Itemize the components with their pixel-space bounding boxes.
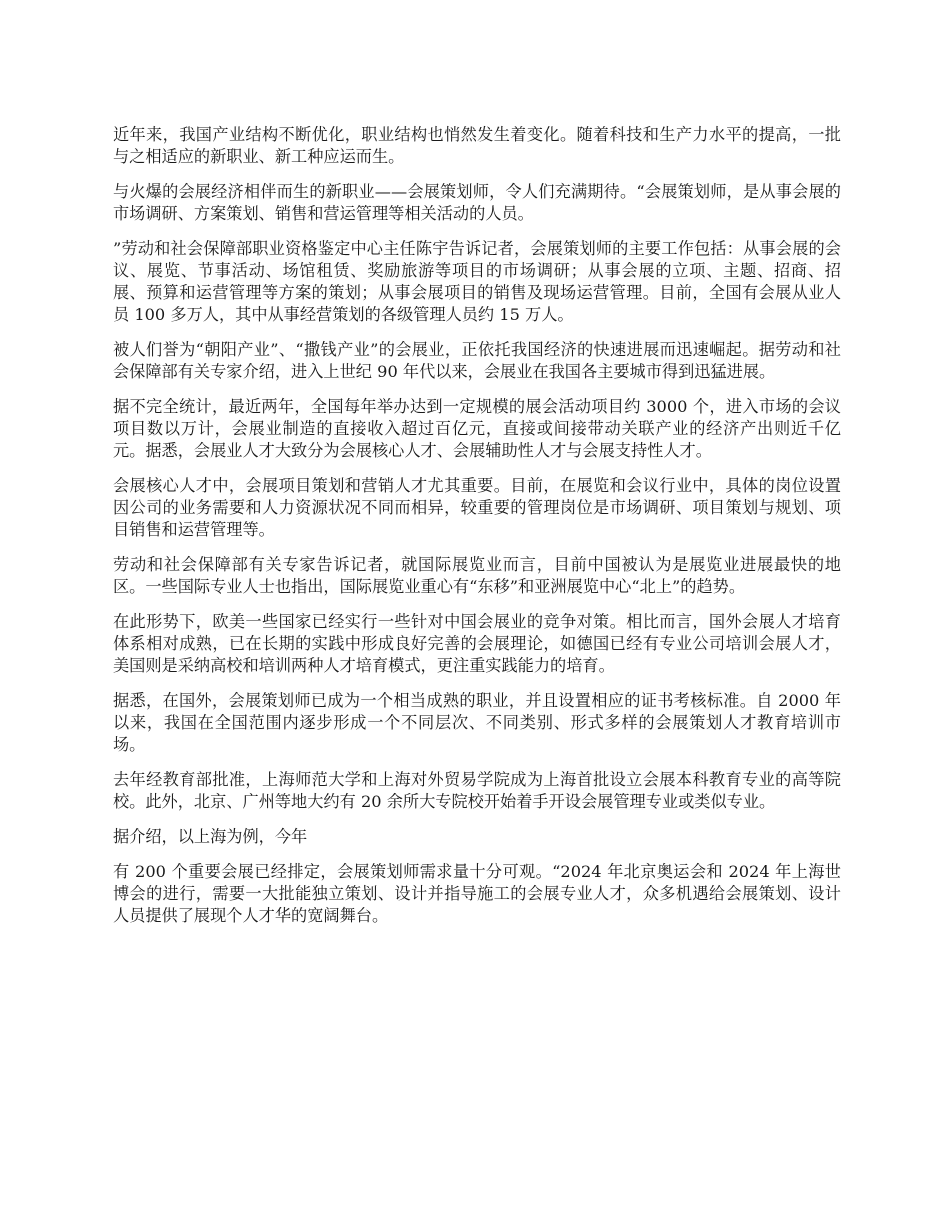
paragraph-9: 据悉，在国外，会展策划师已成为一个相当成熟的职业，并且设置相应的证书考核标准。自 2000 年以来，我国在全国范围内逐步形成一个不同层次、不同类别、形式多样的会展策划人才教育培训市场。 — [113, 691, 841, 754]
paragraph-7: 劳动和社会保障部有关专家告诉记者，就国际展览业而言，目前中国被认为是展览业进展最快的地区。一些国际专业人士也指出，国际展览业重心有“东移”和亚洲展览中心“北上”的趋势。 — [113, 555, 841, 596]
paragraph-10: 去年经教育部批准，上海师范大学和上海对外贸易学院成为上海首批设立会展本科教育专业的高等院校。此外，北京、广州等地大约有 20 余所大专院校开始着手开设会展管理专业或类似专业。 — [113, 770, 841, 811]
paragraph-6: 会展核心人才中，会展项目策划和营销人才尤其重要。目前，在展览和会议行业中，具体的岗位设置因公司的业务需要和人力资源状况不同而相异，较重要的管理岗位是市场调研、项目策划与规划、项目销售和运营管理等。 — [113, 476, 841, 539]
paragraph-8: 在此形势下，欧美一些国家已经实行一些针对中国会展业的竞争对策。相比而言，国外会展人才培育体系相对成熟，已在长期的实践中形成良好完善的会展理论，如德国已经有专业公司培训会展人才，美国则是采纳高校和培训两种人才培育模式，更注重实践能力的培育。 — [113, 612, 841, 675]
paragraph-4: 被人们誉为“朝阳产业”、“撒钱产业”的会展业，正依托我国经济的快速进展而迅速崛起。据劳动和社会保障部有关专家介绍，进入上世纪 90 年代以来，会展业在我国各主要城市得到迅猛进展。 — [113, 340, 841, 381]
paragraph-11: 据介绍，以上海为例，今年 — [113, 827, 308, 846]
paragraph-5: 据不完全统计，最近两年，全国每年举办达到一定规模的展会活动项目约 3000 个，进入市场的会议项目数以万计，会展业制造的直接收入超过百亿元，直接或间接带动关联产业的经济产出则近千亿元。据悉，会展业人才大致分为会展核心人才、会展辅助性人才与会展支持性人才。 — [113, 397, 841, 460]
document-body — [113, 124, 841, 940]
paragraph-3: ”劳动和社会保障部职业资格鉴定中心主任陈宇告诉记者，会展策划师的主要工作包括：从事会展的会议、展览、节事活动、场馆租赁、奖励旅游等项目的市场调研；从事会展的立项、主题、招商、招展、预算和运营管理等方案的策划；从事会展项目的销售及现场运营管理。目前，全国有会展从业人员 100 多万人，其中从事经营策划的各级管理人员约 15 万人。 — [113, 239, 841, 324]
paragraph-2: 与火爆的会展经济相伴而生的新职业——会展策划师，令人们充满期待。“会展策划师，是从事会展的市场调研、方案策划、销售和营运管理等相关活动的人员。 — [113, 182, 841, 223]
paragraph-12: 有 200 个重要会展已经排定，会展策划师需求量十分可观。“2024 年北京奥运会和 2024 年上海世博会的进行，需要一大批能独立策划、设计并指导施工的会展专业人才，众多机遇给会展策划、设计人员提供了展现个人才华的宽阔舞台。 — [113, 862, 841, 925]
paragraph-1: 近年来，我国产业结构不断优化，职业结构也悄然发生着变化。随着科技和生产力水平的提高，一批与之相适应的新职业、新工种应运而生。 — [113, 125, 841, 166]
